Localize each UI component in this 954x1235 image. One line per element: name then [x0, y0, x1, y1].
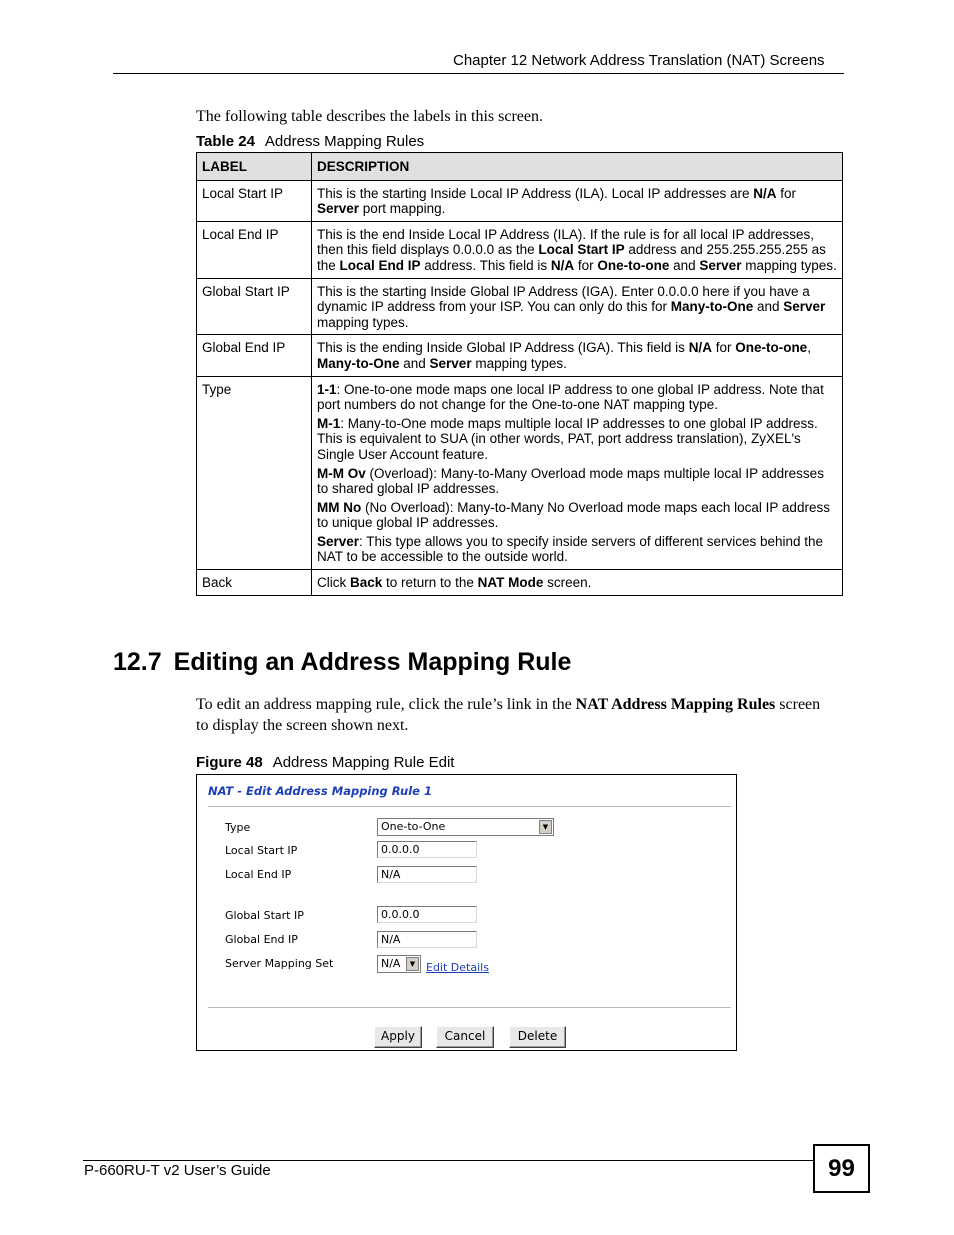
bold-term: Back	[350, 575, 383, 591]
footer-rule	[83, 1160, 814, 1161]
table-row	[197, 221, 843, 278]
column-header-label: LABEL	[197, 153, 312, 181]
bold-term: Server	[699, 257, 742, 273]
column-header-description: DESCRIPTION	[312, 153, 843, 181]
section-paragraph	[196, 694, 836, 736]
text-run: : Many-to-One mode maps multiple local IP addresses to one global IP address. This is equivalent to SUA (in other words, PAT, port address translation), ZyXEL's Single User Account feature.	[317, 415, 818, 462]
table-caption	[196, 133, 424, 150]
row-description	[312, 570, 843, 596]
local-start-ip-label: Local Start IP	[225, 844, 298, 857]
global-end-ip-input[interactable]: N/A	[377, 931, 477, 948]
intro-paragraph: The following table describes the labels in this screen.	[196, 108, 544, 125]
apply-button[interactable]: Apply	[374, 1026, 422, 1048]
text-run: for	[711, 340, 736, 356]
description-paragraph	[317, 186, 837, 217]
text-run: (Overload): Many-to-Many Overload mode maps multiple local IP addresses to shared global IP addresses.	[317, 465, 824, 497]
section-body-post: screen to display the screen shown next.	[196, 696, 821, 734]
bold-term: Server	[317, 533, 360, 549]
figure-caption-number: Figure 48	[196, 754, 263, 771]
description-paragraph	[317, 284, 837, 331]
table-caption-title: Address Mapping Rules	[264, 133, 425, 150]
section-body-pre: To edit an address mapping rule, click the rule’s link in the	[196, 696, 576, 713]
local-start-ip-input[interactable]: 0.0.0.0	[377, 841, 477, 858]
description-paragraph	[317, 340, 837, 371]
bold-term: Many-to-One	[670, 299, 754, 315]
local-end-ip-input[interactable]: N/A	[377, 866, 477, 883]
text-run: ,	[807, 340, 811, 356]
bold-term: N/A	[550, 257, 575, 273]
text-run: address and 255.255.255.255 as the	[317, 242, 826, 273]
table-row	[197, 180, 843, 221]
text-run: This is the starting Inside Global IP Address (IGA). Enter 0.0.0.0 here if you have a dynamic IP address from your ISP. You can only do this for	[317, 283, 810, 315]
row-description	[312, 376, 843, 570]
section-body-bold: NAT Address Mapping Rules	[575, 696, 776, 713]
ui-screen-title: NAT - Edit Address Mapping Rule 1	[208, 784, 432, 798]
description-paragraph	[317, 575, 837, 591]
bold-term: M-1	[317, 415, 341, 431]
row-description	[312, 180, 843, 221]
page-number: 99	[813, 1144, 870, 1193]
type-select[interactable]	[377, 818, 554, 836]
bold-term: Server	[783, 299, 826, 315]
bold-term: One-to-one	[597, 257, 670, 273]
type-label: Type	[225, 821, 251, 834]
row-label: Local Start IP	[197, 180, 312, 221]
ui-title-divider	[208, 806, 731, 807]
server-mapping-set-label: Server Mapping Set	[225, 957, 334, 970]
local-end-ip-label: Local End IP	[225, 868, 292, 881]
text-run: (No Overload): Many-to-Many No Overload mode maps each local IP address to unique global IP addresses.	[317, 499, 830, 531]
table-row	[197, 335, 843, 376]
description-paragraph	[317, 466, 837, 497]
figure-screenshot	[196, 774, 737, 1051]
delete-button[interactable]: Delete	[509, 1026, 566, 1048]
row-description	[312, 335, 843, 376]
row-label: Back	[197, 570, 312, 596]
bold-term: N/A	[688, 340, 712, 356]
server-mapping-set-value: N/A	[381, 957, 401, 970]
description-paragraph	[317, 500, 837, 531]
table-header-row	[197, 153, 843, 181]
text-run: Click	[317, 575, 350, 591]
text-run: mapping types.	[741, 257, 837, 273]
bold-term: M-M Ov	[317, 465, 366, 481]
description-paragraph	[317, 534, 837, 565]
section-number: 12.7	[113, 648, 162, 676]
text-run: : This type allows you to specify inside servers of different services behind the NAT to be accessible to the outside world.	[317, 533, 824, 565]
text-run: screen.	[543, 575, 592, 591]
figure-caption-title: Address Mapping Rule Edit	[272, 754, 455, 771]
text-run: This is the ending Inside Global IP Address (IGA). This field is	[317, 340, 689, 356]
text-run: and	[753, 299, 784, 315]
table-row	[197, 278, 843, 335]
text-run: address. This field is	[420, 257, 551, 273]
table-row	[197, 570, 843, 596]
ui-bottom-divider	[208, 1007, 731, 1008]
description-paragraph	[317, 227, 837, 274]
guide-title: P-660RU-T v2 User’s Guide	[84, 1162, 271, 1179]
row-label: Global End IP	[197, 335, 312, 376]
text-run: to return to the	[382, 575, 478, 591]
bold-term: Many-to-One	[317, 355, 400, 371]
running-header: Chapter 12 Network Address Translation (NAT) Screens	[453, 52, 825, 69]
header-rule	[113, 73, 844, 74]
bold-term: Server	[429, 355, 472, 371]
text-run: and	[669, 257, 700, 273]
bold-term: Server	[317, 201, 360, 217]
figure-caption	[196, 754, 454, 771]
row-label: Type	[197, 376, 312, 570]
table-row	[197, 376, 843, 570]
bold-term: N/A	[753, 185, 777, 201]
description-paragraph	[317, 416, 837, 463]
table-caption-number: Table 24	[196, 133, 255, 150]
section-title: Editing an Address Mapping Rule	[173, 648, 572, 676]
type-select-value: One-to-One	[381, 820, 446, 833]
cancel-button[interactable]: Cancel	[436, 1026, 494, 1048]
bold-term: One-to-one	[735, 340, 808, 356]
text-run: mapping types.	[471, 355, 567, 371]
row-label: Local End IP	[197, 221, 312, 278]
labels-table	[196, 152, 843, 596]
chevron-down-icon[interactable]: ▼	[539, 820, 552, 834]
row-label: Global Start IP	[197, 278, 312, 335]
chevron-down-icon[interactable]: ▼	[406, 957, 419, 971]
bold-term: MM No	[317, 499, 362, 515]
text-run: : One-to-one mode maps one local IP address to one global IP address. Note that port numbers do not change for the One-to-one NAT mapping type.	[317, 381, 824, 413]
bold-term: NAT Mode	[477, 575, 544, 591]
bold-term: Local End IP	[339, 257, 421, 273]
bold-term: Local Start IP	[538, 242, 625, 258]
table-body	[197, 180, 843, 595]
section-heading	[113, 648, 571, 677]
row-description	[312, 278, 843, 335]
text-run: This is the starting Inside Local IP Address (ILA). Local IP addresses are	[317, 185, 754, 201]
global-start-ip-input[interactable]: 0.0.0.0	[377, 906, 477, 923]
global-end-ip-label: Global End IP	[225, 933, 298, 946]
row-description	[312, 221, 843, 278]
edit-details-link[interactable]: Edit Details	[426, 961, 489, 974]
bold-term: 1-1	[317, 381, 337, 397]
description-paragraph	[317, 382, 837, 413]
server-mapping-set-select[interactable]	[377, 955, 421, 973]
text-run: mapping types.	[317, 314, 409, 330]
global-start-ip-label: Global Start IP	[225, 909, 304, 922]
text-run: port mapping.	[359, 201, 446, 217]
text-run: This is the end Inside Local IP Address (ILA). If the rule is for all local IP addresses, then this field displays 0.0.0.0 as the	[317, 226, 815, 258]
text-run: and	[399, 355, 430, 371]
text-run: for	[776, 185, 796, 201]
text-run: for	[574, 257, 598, 273]
